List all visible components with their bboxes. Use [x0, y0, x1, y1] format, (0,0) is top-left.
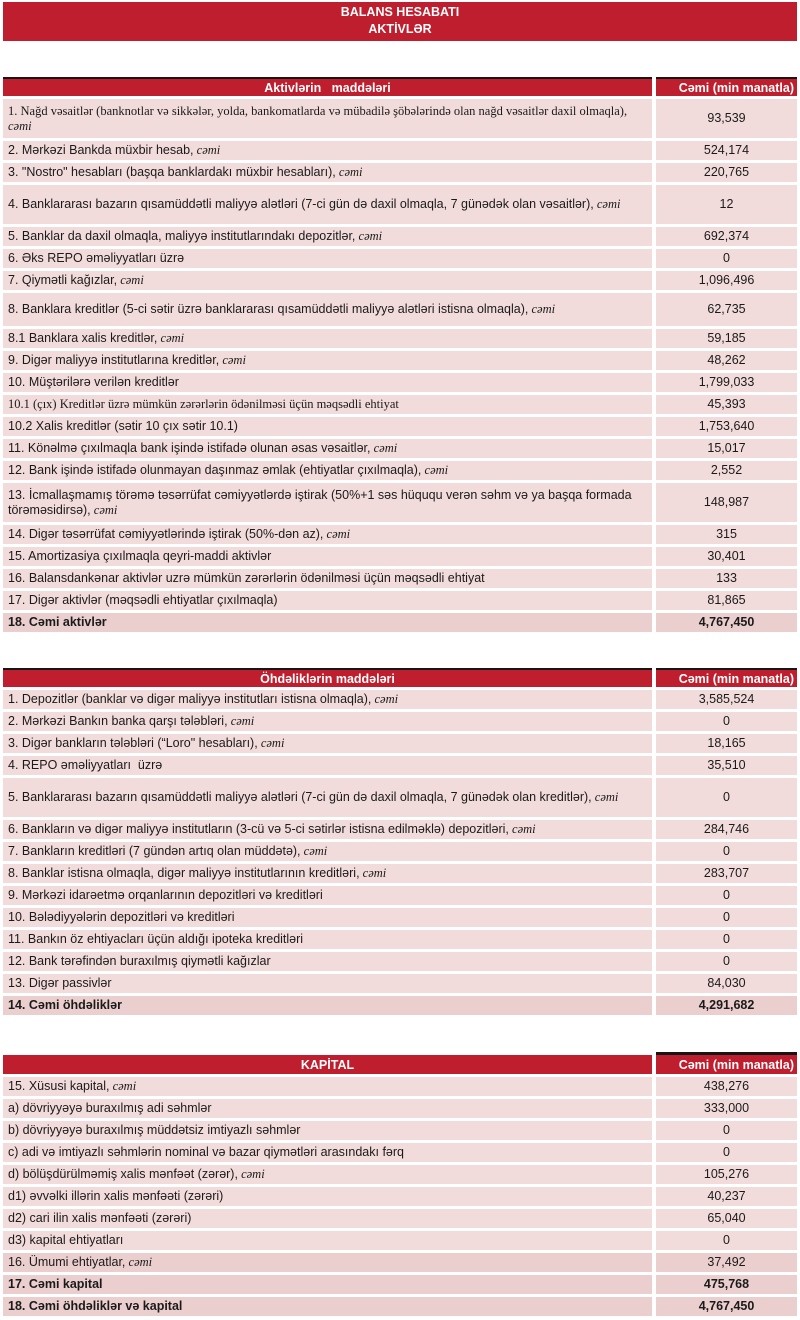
row-label-cell — [3, 996, 652, 1015]
row-value: 0 — [656, 778, 797, 817]
row-label-cell — [3, 820, 652, 839]
row-label: 3. Digər bankların tələbləri (“Loro" hesabları), — [8, 736, 258, 750]
row-value: 105,276 — [656, 1165, 797, 1184]
row-label-italic-suffix: cəmi — [370, 441, 398, 455]
table-header-value: Cəmi (min manatla) — [656, 668, 797, 687]
row-value: 93,539 — [656, 99, 797, 138]
row-label-cell — [3, 547, 652, 566]
row-value: 220,765 — [656, 163, 797, 182]
row-value: 1,799,033 — [656, 373, 797, 392]
row-label: d1) əvvəlki illərin xalis mənfəəti (zərəri) — [8, 1189, 224, 1203]
row-label-cell — [3, 756, 652, 775]
row-label-cell — [3, 329, 652, 348]
row-value: 35,510 — [656, 756, 797, 775]
row-label: d3) kapital ehtiyatları — [8, 1233, 124, 1247]
row-label: 5. Banklararası bazarın qısamüddətli maliyyə alətləri (7-ci gün də daxil olmaqla, 7 günədək olan kreditlər), — [8, 790, 592, 804]
row-label-cell — [3, 734, 652, 753]
row-label-italic-suffix: cəmi — [359, 866, 387, 880]
row-label-cell — [3, 185, 652, 224]
row-label: b) dövriyyəyə buraxılmış müddətsiz imtiyazlı səhmlər — [8, 1123, 301, 1137]
row-value: 0 — [656, 886, 797, 905]
row-value: 0 — [656, 908, 797, 927]
row-value: 0 — [656, 712, 797, 731]
row-label-italic-suffix: cəmi — [219, 353, 246, 367]
row-label: 18. Cəmi öhdəliklər və kapital — [8, 1299, 183, 1313]
row-label-cell — [3, 417, 652, 436]
row-label: 12. Bank işində istifadə olunmayan daşınmaz əmlak (ehtiyatlar çıxılmaqla), — [8, 463, 422, 477]
row-label-cell — [3, 1209, 652, 1228]
report-title-banner — [3, 2, 797, 41]
row-label: 11. Könəlmə çıxılmaqla bank işində istifadə olunan əsas vəsaitlər, — [8, 441, 371, 455]
row-value: 0 — [656, 249, 797, 268]
row-value: 62,735 — [656, 293, 797, 326]
row-label: 9. Mərkəzi idarəetmə orqanlarının depozitləri və kreditləri — [8, 888, 323, 902]
row-value: 0 — [656, 1121, 797, 1140]
row-value: 284,746 — [656, 820, 797, 839]
row-label: 10.1 (çıx) Kreditlər üzrə mümkün zərərlərin ödənilməsi üçün məqsədli ehtiyat — [8, 397, 399, 411]
row-label-cell — [3, 886, 652, 905]
row-label-italic-suffix: cəmi — [371, 692, 399, 706]
table-header-label: KAPİTAL — [3, 1055, 652, 1074]
row-label-italic-suffix: cəmi — [109, 1079, 137, 1093]
row-value: 133 — [656, 569, 797, 588]
row-label-cell — [3, 1297, 652, 1316]
row-label-cell — [3, 1099, 652, 1118]
row-label-italic-suffix: cəmi — [323, 527, 351, 541]
row-label-cell — [3, 908, 652, 927]
row-label-cell — [3, 1077, 652, 1096]
row-value: 4,767,450 — [656, 1297, 797, 1316]
row-label-italic-suffix: cəmi — [421, 463, 449, 477]
liabilities-table — [3, 668, 797, 1015]
row-label-cell — [3, 1275, 652, 1294]
row-value: 524,174 — [656, 141, 797, 160]
row-value: 40,237 — [656, 1187, 797, 1206]
assets-table — [3, 77, 797, 632]
row-label-cell — [3, 690, 652, 709]
row-label-cell — [3, 952, 652, 971]
row-label-cell — [3, 373, 652, 392]
row-label: 15. Xüsusi kapital, — [8, 1079, 110, 1093]
row-value: 0 — [656, 842, 797, 861]
row-label: 9. Digər maliyyə institutlarına kreditlər, — [8, 353, 220, 367]
row-label: 10. Bələdiyyələrin depozitləri və kreditləri — [8, 910, 235, 924]
row-label: 8.1 Banklara xalis kreditlər, — [8, 331, 158, 345]
row-label-cell — [3, 864, 652, 883]
row-label-cell — [3, 525, 652, 544]
row-label-cell — [3, 395, 652, 414]
row-label-italic-suffix: cəmi — [528, 302, 556, 316]
row-label-italic-suffix: cəmi — [300, 844, 328, 858]
row-label-cell — [3, 461, 652, 480]
row-label: 13. Digər passivlər — [8, 976, 112, 990]
row-label-cell — [3, 712, 652, 731]
row-label: 10. Müştərilərə verilən kreditlər — [8, 375, 179, 389]
row-label-cell — [3, 163, 652, 182]
row-label: 8. Banklara kreditlər (5-ci sətir üzrə banklararası qısamüddətli maliyyə alətləri istisna olmaqla), — [8, 302, 529, 316]
row-value: 1,753,640 — [656, 417, 797, 436]
row-value: 333,000 — [656, 1099, 797, 1118]
row-value: 692,374 — [656, 227, 797, 246]
row-value: 0 — [656, 1143, 797, 1162]
row-label: 12. Bank tərəfindən buraxılmış qiymətli kağızlar — [8, 954, 271, 968]
row-value: 48,262 — [656, 351, 797, 370]
row-value: 65,040 — [656, 1209, 797, 1228]
report-title-line2: AKTİVLƏR — [368, 22, 432, 36]
row-label-cell — [3, 930, 652, 949]
row-label: 6. Əks REPO əməliyyatları üzrə — [8, 251, 185, 265]
row-value: 2,552 — [656, 461, 797, 480]
table-header-label: Aktivlərin maddələri — [3, 77, 652, 96]
row-label: 18. Cəmi aktivlər — [8, 615, 107, 629]
row-label: 11. Bankın öz ehtiyacları üçün aldığı ipoteka kreditləri — [8, 932, 304, 946]
row-value: 37,492 — [656, 1253, 797, 1272]
row-label-cell — [3, 1187, 652, 1206]
row-label: 16. Balansdankənar aktivlər uzrə mümkün zərərlərin ödənilməsi üçün məqsədli ehtiyat — [8, 571, 485, 585]
row-value: 59,185 — [656, 329, 797, 348]
row-label-italic-suffix: cəmi — [8, 103, 631, 133]
row-label-italic-suffix: cəmi — [237, 1167, 265, 1181]
row-label: 10.2 Xalis kreditlər (sətir 10 çıx sətir 10.1) — [8, 419, 238, 433]
row-label-cell — [3, 778, 652, 817]
tables-container — [3, 77, 797, 1316]
row-label-cell — [3, 271, 652, 290]
row-label-cell — [3, 613, 652, 632]
row-label-cell — [3, 99, 652, 138]
row-label-cell — [3, 141, 652, 160]
row-label: 17. Digər aktivlər (məqsədli ehtiyatlar çıxılmaqla) — [8, 593, 278, 607]
row-label-italic-suffix: cəmi — [90, 502, 118, 517]
row-value: 148,987 — [656, 483, 797, 522]
row-label: d) bölüşdürülməmiş xalis mənfəət (zərər), — [8, 1167, 238, 1181]
row-label-cell — [3, 227, 652, 246]
row-value: 1,096,496 — [656, 271, 797, 290]
row-label: d2) cari ilin xalis mənfəəti (zərəri) — [8, 1211, 192, 1225]
spacer — [3, 1015, 797, 1055]
row-value: 4,291,682 — [656, 996, 797, 1015]
row-label-italic-suffix: cəmi — [117, 273, 144, 287]
row-label-italic-suffix: cəmi — [335, 165, 363, 179]
row-value: 12 — [656, 185, 797, 224]
table-header-value: Cəmi (min manatla) — [656, 1052, 797, 1074]
row-value: 475,768 — [656, 1275, 797, 1294]
row-label: 3. "Nostro" hesabları (başqa banklardakı müxbir hesabları), — [8, 165, 336, 179]
row-label-italic-suffix: cəmi — [355, 229, 383, 243]
row-label-cell — [3, 569, 652, 588]
row-label-italic-suffix: cəmi — [157, 331, 185, 345]
row-value: 84,030 — [656, 974, 797, 993]
row-label-cell — [3, 1231, 652, 1250]
row-value: 4,767,450 — [656, 613, 797, 632]
row-value: 438,276 — [656, 1077, 797, 1096]
row-label: 16. Ümumi ehtiyatlar, — [8, 1255, 126, 1269]
row-label: a) dövriyyəyə buraxılmış adi səhmlər — [8, 1101, 212, 1115]
row-label: 4. Banklararası bazarın qısamüddətli maliyyə alətləri (7-ci gün də daxil olmaqla, 7 günədək olan vəsaitlər), — [8, 197, 594, 211]
row-label-italic-suffix: cəmi — [508, 822, 536, 836]
row-label: 15. Amortizasiya çıxılmaqla qeyri-maddi aktivlər — [8, 549, 272, 563]
row-value: 15,017 — [656, 439, 797, 458]
row-label: 17. Cəmi kapital — [8, 1277, 103, 1291]
capital-table — [3, 1055, 797, 1316]
row-label-italic-suffix: cəmi — [227, 714, 255, 728]
row-label: 6. Bankların və digər maliyyə institutların (3-cü və 5-ci sətirlər istisna edilməklə) depozitləri, — [8, 822, 509, 836]
row-value: 30,401 — [656, 547, 797, 566]
table-header-label: Öhdəliklərin maddələri — [3, 668, 652, 687]
row-label: 1. Nağd vəsaitlər (banknotlar və sikkələr, yolda, bankomatlarda və mübadilə şöbələrində olan nağd vəsaitlər daxil olmaqla), — [8, 103, 628, 118]
row-value: 283,707 — [656, 864, 797, 883]
row-label: 8. Banklar istisna olmaqla, digər maliyyə institutlarının kreditləri, — [8, 866, 360, 880]
row-label-cell — [3, 974, 652, 993]
table-header-value: Cəmi (min manatla) — [656, 77, 797, 96]
row-label: 4. REPO əməliyyatları üzrə — [8, 758, 163, 772]
row-value: 0 — [656, 1231, 797, 1250]
row-value: 18,165 — [656, 734, 797, 753]
row-value: 3,585,524 — [656, 690, 797, 709]
row-label-cell — [3, 842, 652, 861]
row-label-italic-suffix: cəmi — [193, 143, 221, 157]
row-label: 14. Cəmi öhdəliklər — [8, 998, 122, 1012]
row-label-cell — [3, 1121, 652, 1140]
row-value: 315 — [656, 525, 797, 544]
row-label: 2. Mərkəzi Bankda müxbir hesab, — [8, 143, 194, 157]
row-label-italic-suffix: cəmi — [125, 1255, 153, 1269]
spacer — [3, 41, 797, 77]
row-label-cell — [3, 1143, 652, 1162]
row-label: 7. Qiymətli kağızlar, — [8, 273, 118, 287]
row-label-cell — [3, 293, 652, 326]
row-label: 13. İcmallaşmamış törəmə təsərrüfat cəmiyyətlərdə iştirak (50%+1 səs hüququ verən səhm və ya başqa formada törəməsidirsə), — [8, 487, 636, 517]
spacer — [3, 632, 797, 668]
row-label-cell — [3, 249, 652, 268]
row-value: 0 — [656, 930, 797, 949]
row-label: 2. Mərkəzi Bankın banka qarşı tələbləri, — [8, 714, 228, 728]
row-label: 7. Bankların kreditləri (7 gündən artıq olan müddətə), — [8, 844, 301, 858]
row-label-cell — [3, 439, 652, 458]
row-value: 81,865 — [656, 591, 797, 610]
row-label-cell — [3, 483, 652, 522]
row-label-italic-suffix: cəmi — [591, 790, 619, 804]
row-label-italic-suffix: cəmi — [593, 197, 621, 211]
row-label-cell — [3, 1253, 652, 1272]
row-label: 5. Banklar da daxil olmaqla, maliyyə institutlarındakı depozitlər, — [8, 229, 356, 243]
row-label-cell — [3, 591, 652, 610]
row-label-italic-suffix: cəmi — [257, 736, 285, 750]
row-label: 1. Depozitlər (banklar və digər maliyyə institutları istisna olmaqla), — [8, 692, 372, 706]
row-value: 45,393 — [656, 395, 797, 414]
row-label-cell — [3, 351, 652, 370]
row-value: 0 — [656, 952, 797, 971]
row-label-cell — [3, 1165, 652, 1184]
report-title-line1: BALANS HESABATI — [340, 5, 460, 19]
row-label: c) adi və imtiyazlı səhmlərin nominal və bazar qiymətləri arasındakı fərq — [8, 1145, 404, 1159]
row-label: 14. Digər təsərrüfat cəmiyyətlərində iştirak (50%-dən az), — [8, 527, 324, 541]
